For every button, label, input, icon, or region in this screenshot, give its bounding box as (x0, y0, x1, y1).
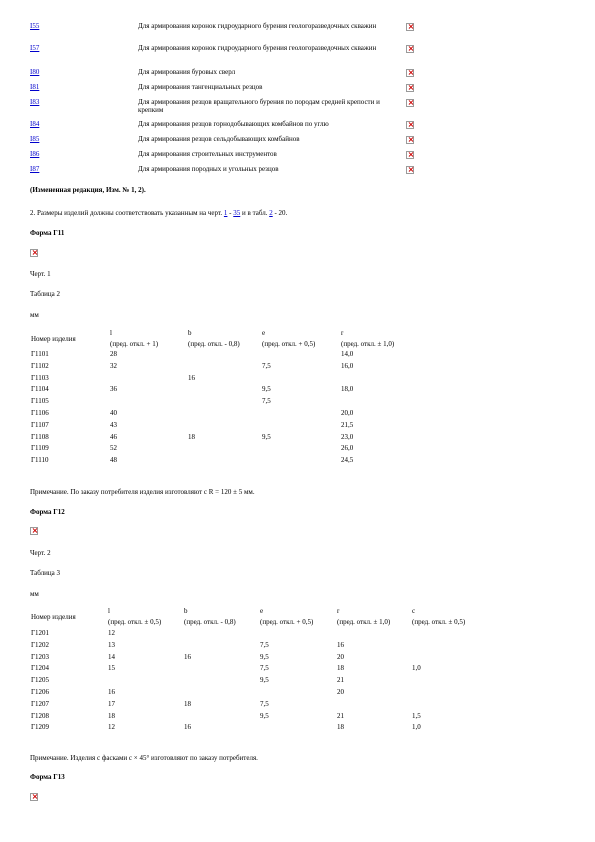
table-cell: 9,5 (260, 711, 269, 720)
chart-1-caption: Черт. 1 (30, 270, 51, 278)
table-cell: 23,0 (341, 432, 354, 441)
table-2-caption: Таблица 2 (30, 290, 60, 298)
table-cell: 16 (184, 723, 191, 732)
column-header: b (188, 329, 192, 337)
code-link[interactable]: I87 (30, 165, 40, 173)
broken-image-icon (30, 527, 38, 535)
table-cell: 9,5 (260, 652, 269, 661)
table-cell: 14 (108, 652, 115, 661)
column-tolerance: (пред. откл. ± 0,5) (108, 618, 162, 626)
code-description: Для армирования строительных инструментов (138, 150, 277, 158)
broken-image-icon (30, 249, 38, 257)
table-2-note: Примечание. По заказу потребителя изделия изготовляют с R = 120 ± 5 мм. (30, 488, 255, 496)
table-3-caption: Таблица 3 (30, 569, 60, 577)
table-cell: 52 (110, 444, 117, 453)
table-cell: 32 (110, 361, 117, 370)
column-header: Номер изделия (31, 335, 76, 343)
table-cell: 20 (337, 652, 344, 661)
column-tolerance: (пред. откл. + 0,5) (262, 340, 316, 348)
table-cell: 20 (337, 688, 344, 696)
table-cell: 18 (108, 711, 115, 720)
column-header: Номер изделия (31, 613, 76, 621)
table-cell: 9,5 (260, 676, 269, 685)
table-cell: 9,5 (262, 432, 271, 441)
table-cell: 1,0 (412, 723, 421, 732)
table-cell: 18,0 (341, 385, 354, 394)
column-tolerance: (пред. откл. + 0,5) (260, 618, 314, 626)
table-cell: Г1203 (31, 652, 50, 661)
code-link[interactable]: I80 (30, 68, 40, 76)
chart-2-caption: Черт. 2 (30, 549, 51, 557)
table-cell: 46 (110, 432, 117, 441)
table-cell: Г1105 (31, 397, 49, 406)
broken-image-icon (30, 793, 38, 801)
table-cell: Г1209 (31, 723, 50, 732)
table-cell: Г1110 (31, 456, 49, 465)
table-cell: Г1208 (31, 711, 50, 720)
table-cell: Г1107 (31, 420, 49, 429)
code-description: Для армирования тангенциальных резцов (138, 83, 263, 91)
table-cell: 1,0 (412, 664, 421, 673)
table-cell: 48 (110, 456, 117, 465)
table-cell: 1,5 (412, 711, 421, 720)
table-cell: 16 (184, 652, 191, 661)
code-description: Для армирования резцов горнодобывающих комбайнов по углю (138, 120, 329, 128)
code-description: Для армирования резцов вращательного бурения по породам средней крепости и крепким (138, 98, 380, 115)
column-tolerance: (пред. откл. - 0,8) (188, 340, 240, 348)
column-tolerance: (пред. откл. ± 1,0) (341, 340, 395, 348)
code-link[interactable]: I57 (30, 44, 40, 52)
table-cell: Г1206 (31, 688, 50, 696)
table-cell: 16 (108, 688, 115, 696)
table-cell: 18 (188, 432, 195, 441)
column-header: c (412, 607, 416, 615)
code-description: Для армирования коронок гидроударного бурения геологоразведочных скважин (138, 44, 377, 52)
form-g12-title: Форма Г12 (30, 508, 65, 516)
table-cell: 21 (337, 711, 344, 720)
table-cell: Г1109 (31, 444, 49, 453)
paragraph-2 (30, 209, 287, 217)
table-cell: Г1204 (31, 664, 50, 673)
table-cell: 21,5 (341, 420, 354, 429)
table-cell: 28 (110, 350, 117, 358)
table-cell: 17 (108, 699, 115, 708)
table-cell: 7,5 (260, 664, 269, 673)
form-g11-title: Форма Г11 (30, 229, 65, 237)
code-link[interactable]: I55 (30, 22, 40, 30)
broken-image-icon (406, 151, 414, 159)
code-link[interactable]: I84 (30, 120, 40, 128)
table-cell: 7,5 (262, 397, 271, 406)
table-cell: Г1104 (31, 385, 49, 394)
table-cell: Г1101 (31, 350, 49, 358)
table-cell: 9,5 (262, 385, 271, 394)
table-cell: 7,5 (260, 699, 269, 708)
para2-text-1: 2. Размеры изделий должны соответствовать указанным на черт. (30, 209, 224, 217)
broken-image-icon (406, 84, 414, 92)
table-cell: 43 (110, 420, 117, 429)
table-cell: 18 (184, 699, 191, 708)
table-cell: 7,5 (262, 361, 271, 370)
change-note: (Измененная редакция, Изм. № 1, 2). (30, 186, 146, 194)
broken-image-icon (406, 45, 414, 53)
broken-image-icon (406, 136, 414, 144)
para2-text-2: - (227, 209, 234, 217)
column-tolerance: (пред. откл. ± 0,5) (412, 618, 466, 626)
column-tolerance: (пред. откл. - 0,8) (184, 618, 236, 626)
table-cell: 36 (110, 385, 117, 394)
column-header: r (341, 329, 344, 337)
table-cell: 20,0 (341, 409, 354, 417)
table-cell: 13 (108, 640, 115, 649)
link-table-2[interactable]: 2 (269, 209, 273, 217)
table-cell: 16 (337, 640, 344, 649)
broken-image-icon (406, 121, 414, 129)
link-chart-35[interactable]: 35 (233, 209, 241, 217)
table-cell: Г1108 (31, 432, 49, 441)
table-cell: Г1102 (31, 361, 49, 370)
table-cell: Г1106 (31, 409, 49, 417)
table-cell: 16 (188, 373, 195, 382)
form-g13-title: Форма Г13 (30, 773, 65, 781)
unit-label: мм (30, 311, 39, 319)
code-link[interactable]: I85 (30, 135, 40, 143)
code-description: Для армирования коронок гидроударного бурения геологоразведочных скважин (138, 22, 377, 30)
para2-text-3: и в табл. (240, 209, 270, 217)
column-tolerance: (пред. откл. + 1) (110, 340, 159, 348)
table-cell: 12 (108, 723, 115, 732)
table-cell: 18 (337, 723, 344, 732)
table-cell: 24,5 (341, 456, 354, 465)
unit-label: мм (30, 590, 39, 598)
table-cell: 16,0 (341, 361, 354, 370)
table-cell: Г1205 (31, 676, 50, 685)
broken-image-icon (406, 69, 414, 77)
table-cell: 40 (110, 409, 117, 417)
table-cell: 18 (337, 664, 344, 673)
broken-image-icon (406, 99, 414, 107)
code-description: Для армирования породных и угольных резцов (138, 165, 279, 173)
code-description: Для армирования буровых сверл (138, 68, 236, 76)
column-header: e (262, 329, 266, 337)
table-cell: 7,5 (260, 640, 269, 649)
table-cell: 15 (108, 664, 115, 673)
broken-image-icon (406, 166, 414, 174)
column-tolerance: (пред. откл. ± 1,0) (337, 618, 391, 626)
table-cell: Г1207 (31, 699, 50, 708)
table-cell: 14,0 (341, 350, 354, 358)
column-header: b (184, 607, 188, 615)
code-link[interactable]: I86 (30, 150, 40, 158)
broken-image-icon (406, 23, 414, 31)
code-link[interactable]: I81 (30, 83, 40, 91)
code-link[interactable]: I83 (30, 98, 40, 106)
link-chart-1[interactable]: 1 (223, 209, 228, 217)
column-header: e (260, 607, 264, 615)
table-cell: Г1103 (31, 373, 49, 382)
table-cell: Г1202 (31, 640, 50, 649)
column-header: l (108, 607, 110, 615)
code-description: Для армирования резцов сельдобывающих комбайнов (138, 135, 300, 143)
table-cell: 26,0 (341, 444, 354, 453)
column-header: l (110, 329, 112, 337)
table-cell: 12 (108, 629, 115, 637)
column-header: r (337, 607, 340, 615)
table-cell: 21 (337, 676, 344, 685)
para2-text-4: - 20. (272, 209, 288, 217)
table-3-note: Примечание. Изделия с фасками c × 45° изготовляют по заказу потребителя. (30, 754, 258, 762)
table-cell: Г1201 (31, 629, 50, 637)
